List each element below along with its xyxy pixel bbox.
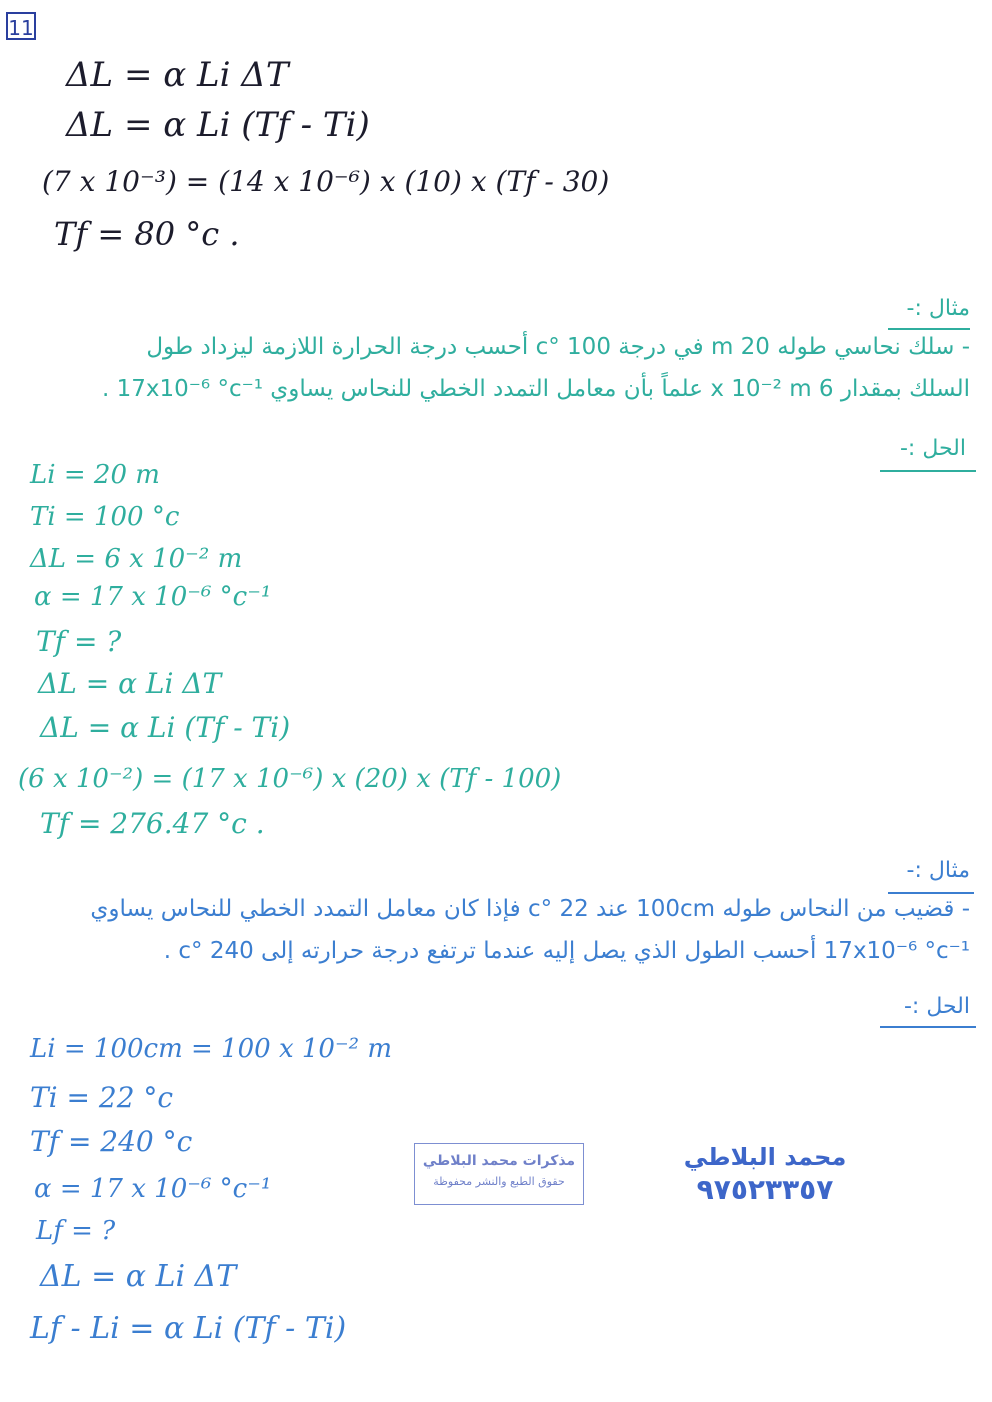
example2-given-li: Li = 100cm = 100 x 10⁻² m <box>30 1034 393 1064</box>
example1-given-delta-l: ΔL = 6 x 10⁻² m <box>30 544 243 574</box>
example1-given-ti: Ti = 100 °c <box>30 502 180 532</box>
example2-problem-line2: 17x10⁻⁶ °c⁻¹ أحسب الطول الذي يصل إليه عندما ترتفع درجة حرارته إلى 240 °c . <box>163 938 970 964</box>
example2-given-lf: Lf = ? <box>36 1216 116 1246</box>
example2-heading: مثال :- <box>906 858 970 883</box>
example1-given-alpha: α = 17 x 10⁻⁶ °c⁻¹ <box>34 582 272 612</box>
example2-step-1: ΔL = α Li ΔT <box>40 1259 237 1294</box>
example2-given-alpha: α = 17 x 10⁻⁶ °c⁻¹ <box>34 1174 272 1204</box>
copyright-stamp <box>414 1143 584 1205</box>
example2-solution-heading: الحل :- <box>903 994 970 1019</box>
example2-given-ti: Ti = 22 °c <box>30 1081 174 1114</box>
example1-given-tf: Tf = ? <box>36 625 122 658</box>
example1-problem-line1: - سلك نحاسي طوله 20 m في درجة 100 °c أحسب درجة الحرارة اللازمة ليزداد طول <box>146 334 970 360</box>
author-signature <box>660 1143 870 1206</box>
example1-solution-heading: الحل :- <box>899 436 966 461</box>
top-equation-1: ΔL = α Li ΔT <box>66 55 289 95</box>
example2-given-tf: Tf = 240 °c <box>30 1125 193 1158</box>
example1-result: Tf = 276.47 °c . <box>40 807 265 840</box>
example1-problem-line2: السلك بمقدار 6 x 10⁻² m علماً بأن معامل التمدد الخطي للنحاس يساوي 17x10⁻⁶ °c⁻¹ . <box>102 376 970 402</box>
page-number: 11 <box>6 12 36 40</box>
example1-heading-underline <box>888 328 970 330</box>
example1-step-3: (6 x 10⁻²) = (17 x 10⁻⁶) x (20) x (Tf - 100) <box>18 764 562 794</box>
example1-solution-underline <box>880 470 976 472</box>
stamp-rights: حقوق الطبع والنشر محفوظة <box>433 1175 565 1188</box>
top-result: Tf = 80 °c . <box>54 215 240 253</box>
example1-step-1: ΔL = α Li ΔT <box>38 667 222 700</box>
author-name: محمد البلاطي <box>683 1143 847 1171</box>
stamp-title: مذكرات محمد البلاطي <box>422 1153 576 1169</box>
author-phone: ٩٧٥٢٣٣٥٧ <box>696 1173 834 1206</box>
example1-step-2: ΔL = α Li (Tf - Ti) <box>40 711 291 744</box>
example2-solution-underline <box>880 1026 976 1028</box>
example1-given-li: Li = 20 m <box>30 460 160 490</box>
example2-problem-line1: - قضيب من النحاس طوله 100cm عند 22 °c فإذا كان معامل التمدد الخطي للنحاس يساوي <box>90 896 970 922</box>
example2-heading-underline <box>888 892 974 894</box>
top-equation-2: ΔL = α Li (Tf - Ti) <box>66 105 370 145</box>
example2-step-2: Lf - Li = α Li (Tf - Ti) <box>30 1311 347 1346</box>
top-equation-3: (7 x 10⁻³) = (14 x 10⁻⁶) x (10) x (Tf - 30) <box>42 165 610 198</box>
example1-heading: مثال :- <box>906 296 970 321</box>
